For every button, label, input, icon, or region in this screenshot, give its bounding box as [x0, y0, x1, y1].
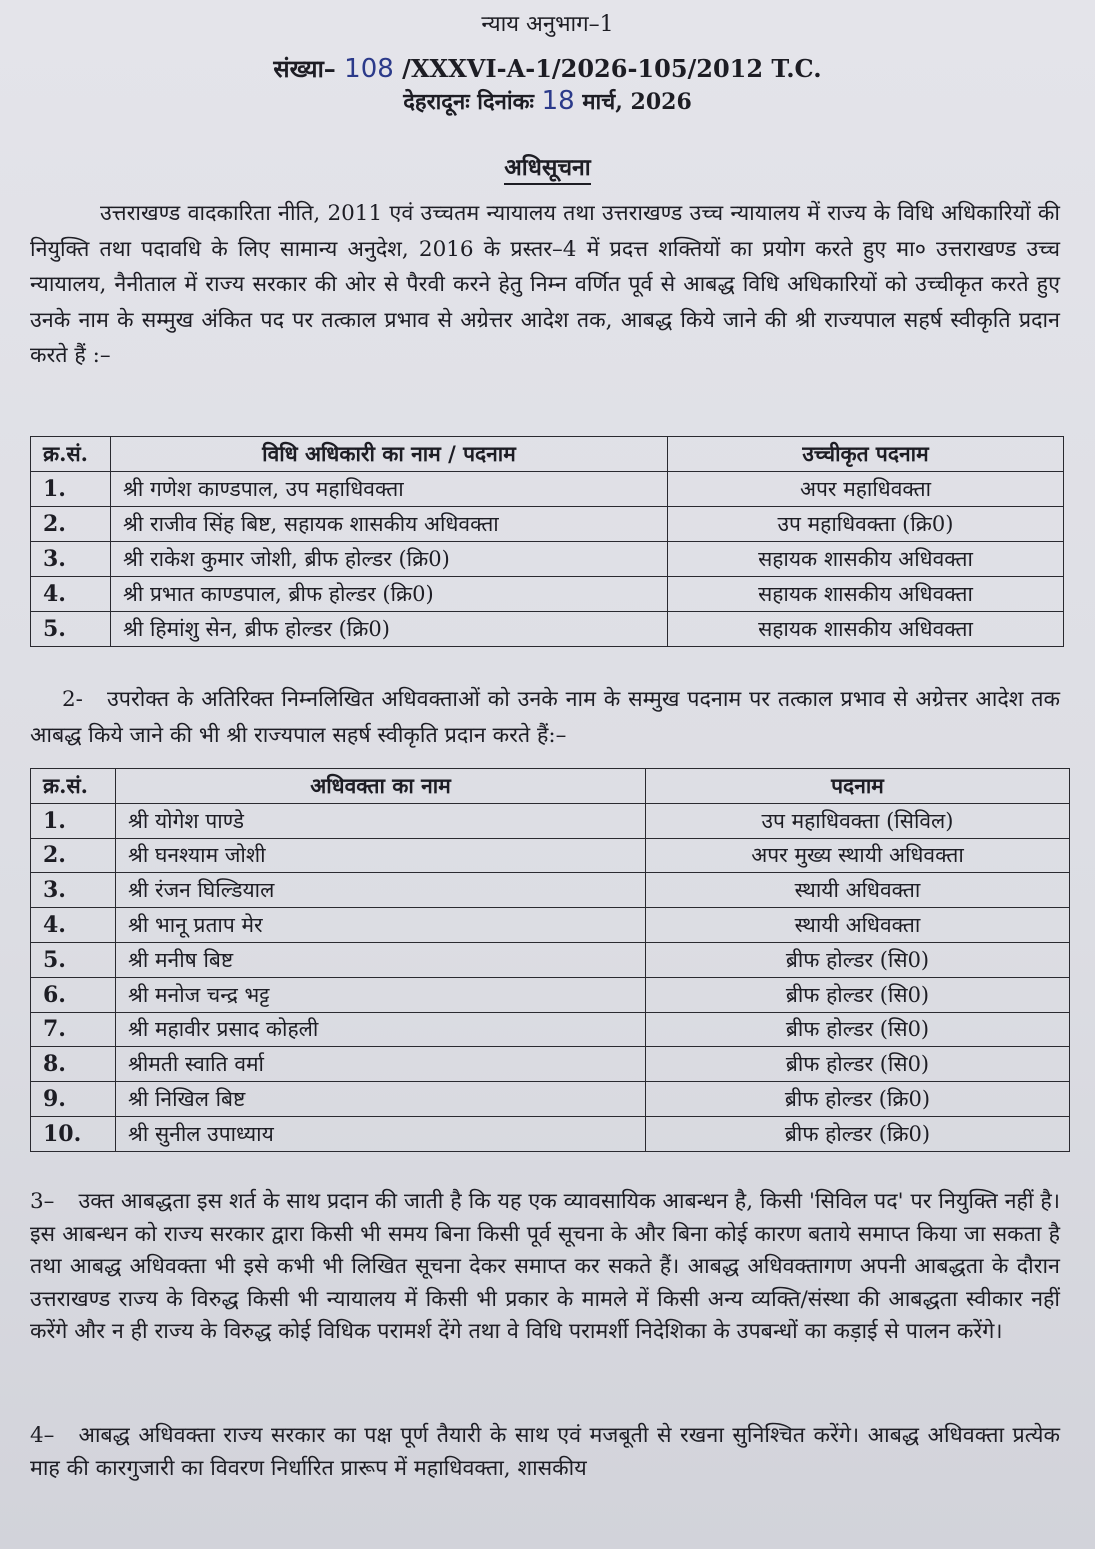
designation: सहायक शासकीय अधिवक्ता [668, 577, 1064, 612]
serial-number: 3. [31, 542, 111, 577]
paragraph-number: 3– [30, 1189, 55, 1214]
table-row [31, 507, 1064, 542]
order-number [0, 52, 1095, 85]
table-row [31, 977, 1070, 1012]
serial-number: 4. [31, 908, 116, 943]
designation: अपर मुख्य स्थायी अधिवक्ता [646, 838, 1070, 873]
designation: ब्रीफ होल्डर (क्रि0) [646, 1116, 1070, 1151]
table-row [31, 472, 1064, 507]
column-header: उच्चीकृत पदनाम [668, 437, 1064, 472]
serial-number: 1. [31, 803, 116, 838]
paragraph-text: उक्त आबद्धता इस शर्त के साथ प्रदान की जाती है कि यह एक व्यावसायिक आबन्धन है, किसी 'सिविल पद' पर नियुक्ति नहीं है। इस आबन्धन को राज्य सरकार द्वारा किसी भी समय बिना किसी पूर्व सूचना के और बिना कोई कारण बताये समाप्त किया जा सकता है तथा आबद्ध अधिवक्ता भी इसे कभी भी लिखित सूचना देकर समाप्त कर सकते हैं। आबद्ध अधिवक्तागण अपनी आबद्धता के दौरान उत्तराखण्ड राज्य के विरुद्ध किसी भी न्यायालय में किसी भी प्रकार के मामले में किसी अन्य व्यक्ति/संस्था की आबद्धता स्वीकार नहीं करेंगे और न ही राज्य के विरुद्ध कोई विधिक परामर्श देंगे तथा वे विधि परामर्शी निदेशिका के उपबन्धों का कड़ाई से पालन करेंगे। [30, 1189, 1060, 1344]
paragraph-4 [30, 1420, 1060, 1485]
table-row [31, 873, 1070, 908]
number-suffix: /XXXVI-A-1/2026-105/2012 T.C. [402, 54, 822, 83]
table-row [31, 1082, 1070, 1117]
table-header-row [31, 769, 1070, 804]
advocate-name: श्री महावीर प्रसाद कोहली [116, 1012, 646, 1047]
serial-number: 3. [31, 873, 116, 908]
table-row [31, 803, 1070, 838]
table-row [31, 1047, 1070, 1082]
order-date [0, 86, 1095, 116]
officer-name: श्री राजीव सिंह बिष्ट, सहायक शासकीय अधिवक्ता [111, 507, 668, 542]
paragraph-number: 4– [30, 1423, 55, 1448]
table-row [31, 908, 1070, 943]
advocate-name: श्री मनोज चन्द्र भट्ट [116, 977, 646, 1012]
designation: ब्रीफ होल्डर (सि0) [646, 1012, 1070, 1047]
upgraded-officers-table [30, 436, 1064, 647]
table-row [31, 942, 1070, 977]
designation: ब्रीफ होल्डर (सि0) [646, 942, 1070, 977]
designation: अपर महाधिवक्ता [668, 472, 1064, 507]
column-header: विधि अधिकारी का नाम / पदनाम [111, 437, 668, 472]
officer-name: श्री राकेश कुमार जोशी, ब्रीफ होल्डर (क्रि0) [111, 542, 668, 577]
table-row [31, 577, 1064, 612]
advocate-name: श्रीमती स्वाति वर्मा [116, 1047, 646, 1082]
table-row [31, 542, 1064, 577]
table-row [31, 1012, 1070, 1047]
advocate-name: श्री भानू प्रताप मेर [116, 908, 646, 943]
number-prefix: संख्या– [273, 54, 336, 83]
table-row [31, 1116, 1070, 1151]
serial-number: 4. [31, 577, 111, 612]
paragraph-text: आबद्ध अधिवक्ता राज्य सरकार का पक्ष पूर्ण तैयारी के साथ एवं मजबूती से रखना सुनिश्चित करेंगे। आबद्ध अधिवक्ता प्रत्येक माह की कारगुजारी का विवरण निर्धारित प्रारूप में महाधिवक्ता, शासकीय [30, 1423, 1060, 1481]
advocate-name: श्री सुनील उपाध्याय [116, 1116, 646, 1151]
serial-number: 9. [31, 1082, 116, 1117]
date-handwritten: 18 [541, 86, 575, 116]
advocate-name: श्री निखिल बिष्ट [116, 1082, 646, 1117]
designation: ब्रीफ होल्डर (क्रि0) [646, 1082, 1070, 1117]
table-row [31, 612, 1064, 647]
advocates-table [30, 768, 1070, 1152]
serial-number: 5. [31, 942, 116, 977]
paragraph-text: उपरोक्त के अतिरिक्त निम्नलिखित अधिवक्ताओं को उनके नाम के सम्मुख पदनाम पर तत्काल प्रभाव से अग्रेत्तर आदेश तक आबद्ध किये जाने की भी श्री राज्यपाल सहर्ष स्वीकृति प्रदान करते हैं:– [30, 687, 1060, 748]
officer-name: श्री हिमांशु सेन, ब्रीफ होल्डर (क्रि0) [111, 612, 668, 647]
serial-number: 1. [31, 472, 111, 507]
paragraph-2 [30, 682, 1060, 753]
serial-number: 7. [31, 1012, 116, 1047]
paragraph-number: 2- [62, 687, 83, 712]
serial-number: 2. [31, 507, 111, 542]
column-header: अधिवक्ता का नाम [116, 769, 646, 804]
number-handwritten: 108 [344, 54, 394, 84]
designation: ब्रीफ होल्डर (सि0) [646, 977, 1070, 1012]
advocate-name: श्री योगेश पाण्डे [116, 803, 646, 838]
designation: स्थायी अधिवक्ता [646, 908, 1070, 943]
serial-number: 8. [31, 1047, 116, 1082]
table-header-row [31, 437, 1064, 472]
column-header: पदनाम [646, 769, 1070, 804]
designation: सहायक शासकीय अधिवक्ता [668, 542, 1064, 577]
advocate-name: श्री मनीष बिष्ट [116, 942, 646, 977]
designation: ब्रीफ होल्डर (सि0) [646, 1047, 1070, 1082]
title-text: अधिसूचना [504, 154, 591, 185]
column-header: क्र.सं. [31, 437, 111, 472]
table-row [31, 838, 1070, 873]
serial-number: 5. [31, 612, 111, 647]
designation: सहायक शासकीय अधिवक्ता [668, 612, 1064, 647]
serial-number: 6. [31, 977, 116, 1012]
designation: उप महाधिवक्ता (क्रि0) [668, 507, 1064, 542]
designation: स्थायी अधिवक्ता [646, 873, 1070, 908]
officer-name: श्री गणेश काण्डपाल, उप महाधिवक्ता [111, 472, 668, 507]
date-prefix: देहरादूनः दिनांकः [403, 89, 534, 115]
department-header: न्याय अनुभाग–1 [481, 12, 614, 37]
officer-name: श्री प्रभात काण्डपाल, ब्रीफ होल्डर (क्रि0) [111, 577, 668, 612]
advocate-name: श्री रंजन घिल्डियाल [116, 873, 646, 908]
paragraph-3 [30, 1186, 1060, 1349]
paragraph-1: उत्तराखण्ड वादकारिता नीति, 2011 एवं उच्चतम न्यायालय तथा उत्तराखण्ड उच्च न्यायालय में राज्य के विधि अधिकारियों की नियुक्ति तथा पदावधि के लिए सामान्य अनुदेश, 2016 के प्रस्तर–4 में प्रदत्त शक्तियों का प्रयोग करते हुए मा० उत्तराखण्ड उच्च न्यायालय, नैनीताल में राज्य सरकार की ओर से पैरवी करने हेतु निम्न वर्णित पूर्व से आबद्ध विधि अधिकारियों को उच्चीकृत करते हुए उनके नाम के सम्मुख अंकित पद पर तत्काल प्रभाव से अग्रेत्तर आदेश तक, आबद्ध किये जाने की श्री राज्यपाल सहर्ष स्वीकृति प्रदान करते हैं :– [30, 201, 1060, 368]
serial-number: 10. [31, 1116, 116, 1151]
column-header: क्र.सं. [31, 769, 116, 804]
advocate-name: श्री घनश्याम जोशी [116, 838, 646, 873]
date-suffix: मार्च, 2026 [582, 89, 692, 115]
designation: उप महाधिवक्ता (सिविल) [646, 803, 1070, 838]
notification-title [0, 150, 1095, 182]
serial-number: 2. [31, 838, 116, 873]
